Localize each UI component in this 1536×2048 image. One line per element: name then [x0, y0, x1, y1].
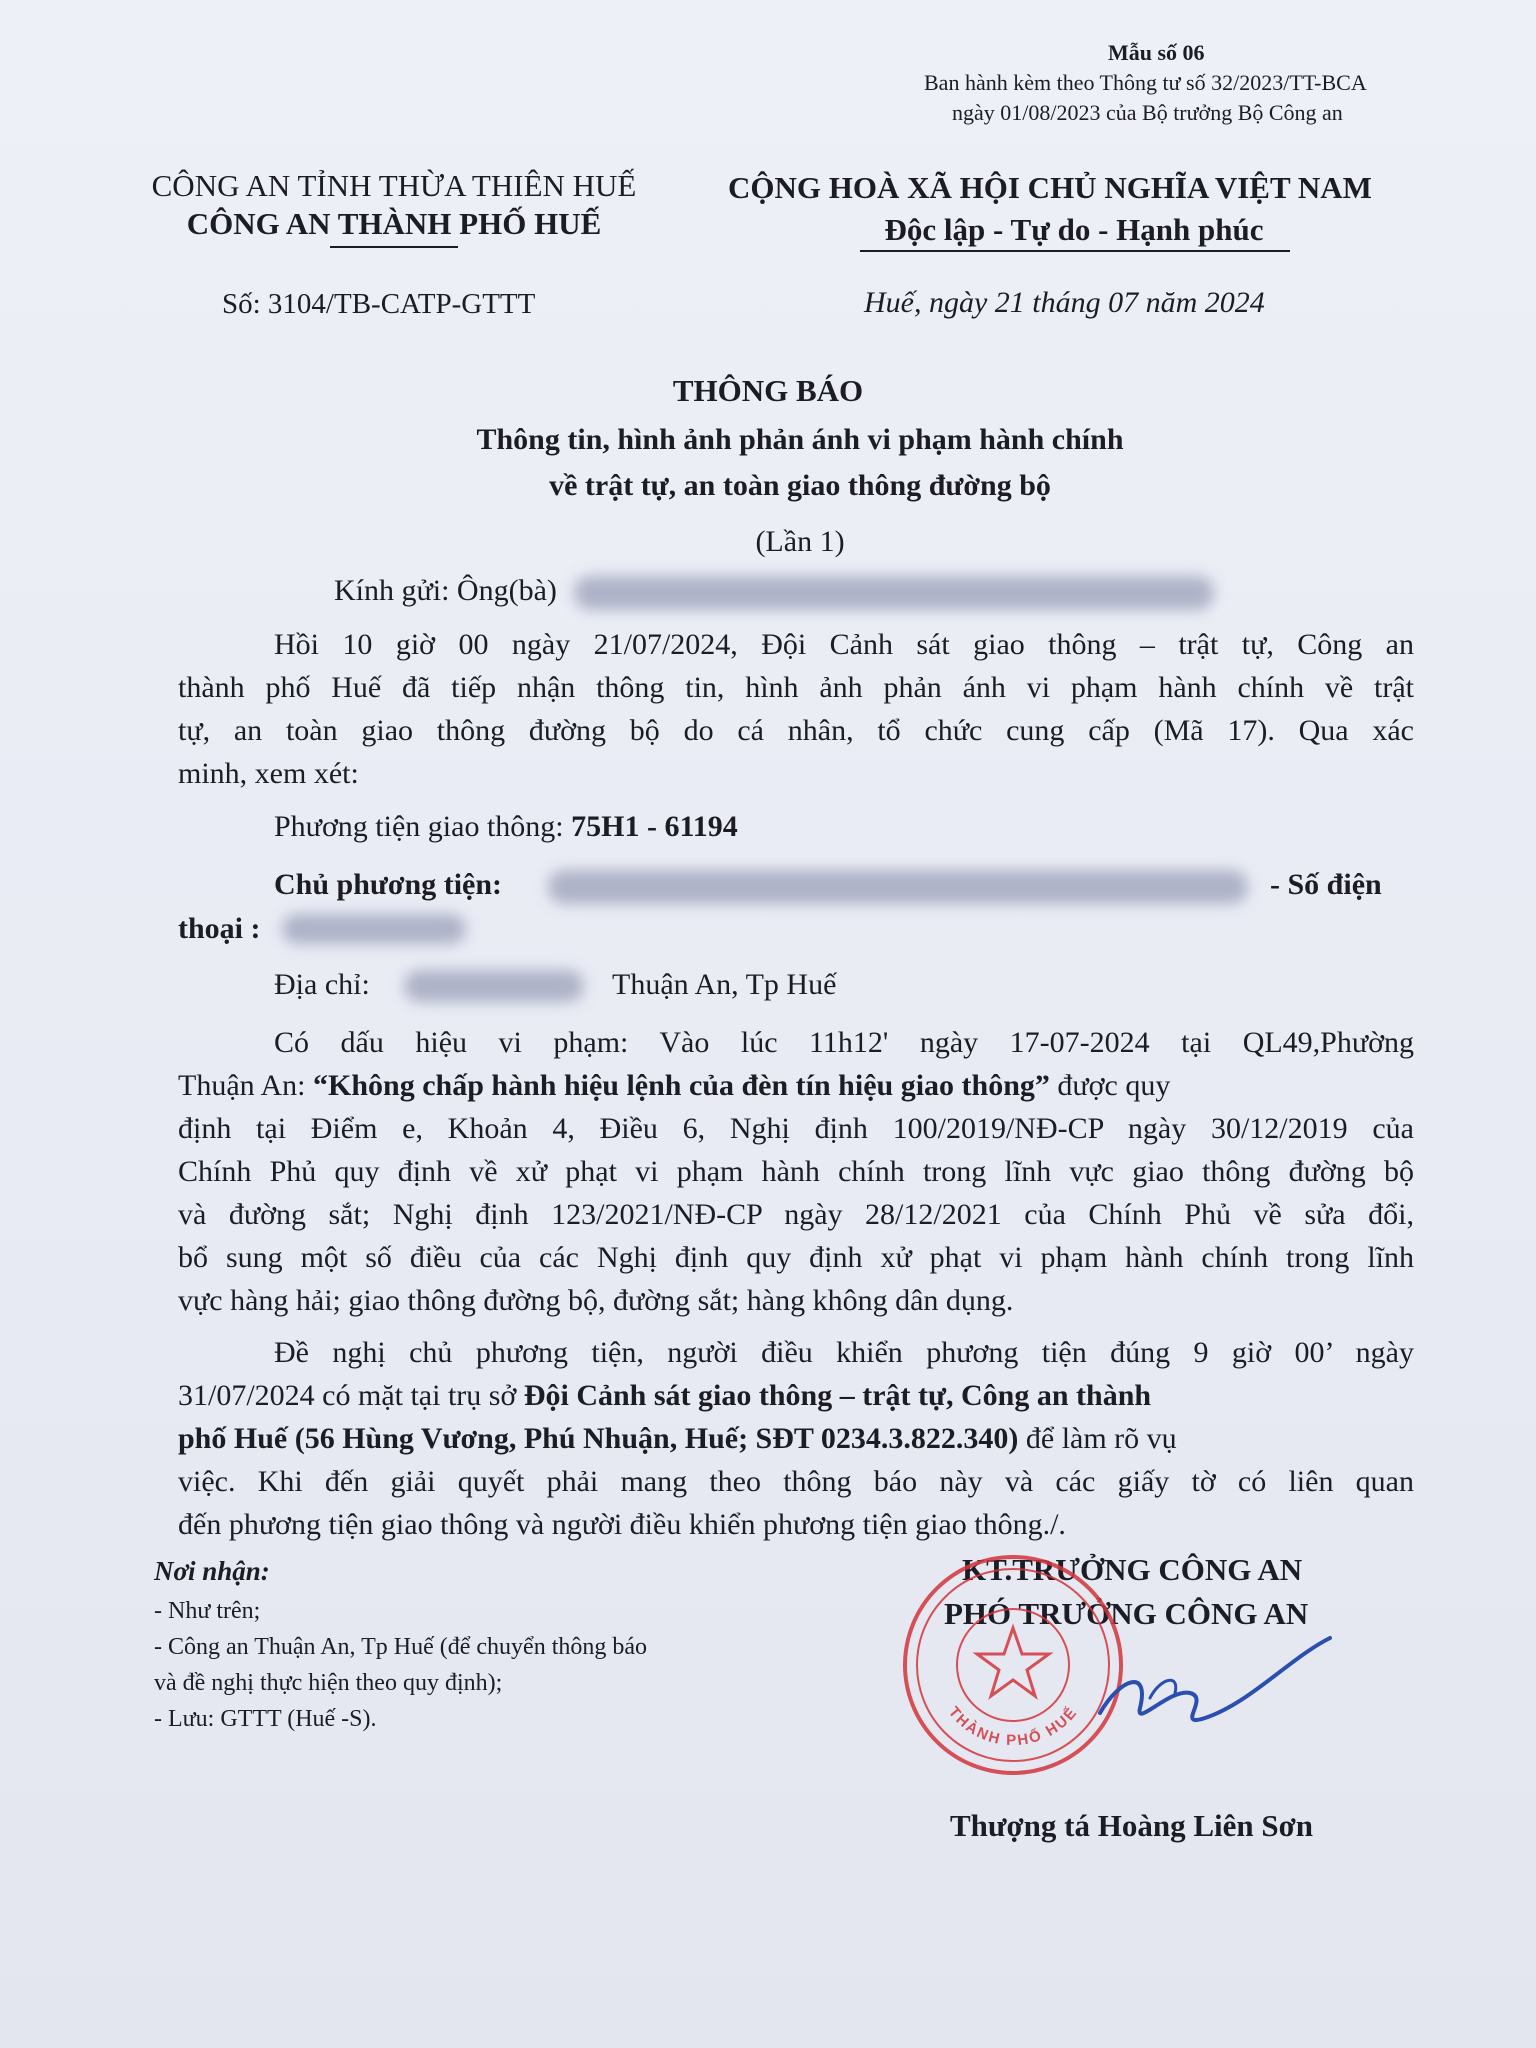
recipient-item: và đề nghị thực hiện theo quy định); [154, 1670, 503, 1696]
violation-place: Thuận An: [178, 1069, 313, 1102]
violation-line-3: định tại Điểm e, Khoản 4, Điều 6, Nghị định 100/2019/NĐ-CP ngày 30/12/2019 của [178, 1112, 1414, 1145]
p1-line-4: minh, xem xét: [178, 757, 359, 790]
violation-line-5: và đường sắt; Nghị định 123/2021/NĐ-CP ngày 28/12/2021 của Chính Phủ về sửa đổi, [178, 1198, 1414, 1231]
form-number: Mẫu số 06 [1108, 40, 1205, 65]
signer-name: Thượng tá Hoàng Liên Sơn [950, 1808, 1314, 1843]
request-office: Đội Cảnh sát giao thông – trật tự, Công an thành [523, 1379, 1152, 1412]
violation-line-6: bổ sung một số điều của các Nghị định quy định xử phạt vi phạm hành chính trong lĩnh [178, 1241, 1414, 1274]
phone-label-a: - Số điện [1270, 868, 1382, 901]
request-line-3 [178, 1422, 1177, 1456]
request-line-1: Đề nghị chủ phương tiện, người điều khiển phương tiện đúng 9 giờ 00’ ngày [274, 1336, 1414, 1369]
signer-role-1: KT.TRƯỞNG CÔNG AN [962, 1552, 1303, 1587]
vehicle-label: Phương tiện giao thông: [274, 810, 572, 843]
document-number: Số: 3104/TB-CATP-GTTT [222, 288, 536, 320]
violation-line-2-tail: được quy [1049, 1069, 1171, 1102]
recipient-item: - Như trên; [154, 1598, 261, 1624]
request-line-3-tail: để làm rõ vụ [1018, 1422, 1177, 1455]
violation-line-4: Chính Phủ quy định về xử phạt vi phạm hành chính trong lĩnh vực giao thông đường bộ [178, 1155, 1414, 1188]
agency-parent: CÔNG AN TỈNH THỪA THIÊN HUẾ [151, 168, 637, 203]
p1-line-2: thành phố Huế đã tiếp nhận thông tin, hình ảnh phản ánh vi phạm hành chính về trật [178, 671, 1414, 704]
salutation [334, 574, 1214, 610]
request-line-4: việc. Khi đến giải quyết phải mang theo thông báo này và các giấy tờ có liên quan [178, 1465, 1414, 1498]
form-issued-with: Ban hành kèm theo Thông tư số 32/2023/TT-BCA [924, 70, 1367, 95]
seal-text: THÀNH PHỐ HUẾ [944, 1703, 1082, 1750]
notice-subtitle-1: Thông tin, hình ảnh phản ánh vi phạm hành chính [476, 423, 1124, 456]
seal-star-icon [977, 1628, 1049, 1696]
owner-label: Chủ phương tiện: [274, 868, 503, 901]
notice-title: THÔNG BÁO [672, 373, 864, 408]
notice-subtitle-2: về trật tự, an toàn giao thông đường bộ [549, 469, 1051, 502]
form-issued-date: ngày 01/08/2023 của Bộ trưởng Bộ Công an [952, 100, 1343, 125]
redacted-recipient-name [574, 576, 1214, 610]
redacted-phone-number [282, 914, 466, 944]
place-date: Huế, ngày 21 tháng 07 năm 2024 [864, 286, 1265, 319]
handwritten-signature [1080, 1618, 1340, 1758]
address-label: Địa chỉ: [274, 968, 370, 1001]
request-address: phố Huế (56 Hùng Vương, Phú Nhuận, Huế; SĐT 0234.3.822.340) [178, 1422, 1019, 1455]
violation-line-2 [178, 1069, 1170, 1103]
recipient-item: - Lưu: GTTT (Huế -S). [154, 1706, 377, 1732]
violation-line-1: Có dấu hiệu vi phạm: Vào lúc 11h12' ngày 17-07-2024 tại QL49,Phường [274, 1026, 1414, 1059]
salutation-label: Kính gửi: Ông(bà) [334, 574, 557, 607]
violation-line-7: vực hàng hải; giao thông đường bộ, đường sắt; hàng không dân dụng. [178, 1284, 1014, 1317]
signer-role-2: PHÓ TRƯỞNG CÔNG AN [944, 1596, 1309, 1631]
vehicle-plate: 75H1 - 61194 [571, 810, 738, 843]
request-line-5: đến phương tiện giao thông và người điều khiển phương tiện giao thông./. [178, 1508, 1066, 1541]
vehicle-row [274, 810, 738, 844]
motto-underline [860, 250, 1290, 252]
notice-round: (Lần 1) [755, 525, 845, 558]
violation-description: “Không chấp hành hiệu lệnh của đèn tín hiệu giao thông” [313, 1069, 1050, 1102]
recipient-item: - Công an Thuận An, Tp Huế (để chuyển thông báo [154, 1634, 648, 1660]
request-date: 31/07/2024 có mặt tại trụ sở [178, 1379, 524, 1412]
request-line-2 [178, 1379, 1151, 1413]
redacted-owner-name [548, 870, 1248, 904]
nation-motto: Độc lập - Tự do - Hạnh phúc [884, 212, 1264, 247]
agency-underline [330, 246, 458, 248]
agency-name: CÔNG AN THÀNH PHỐ HUẾ [186, 206, 602, 241]
p1-line-3: tự, an toàn giao thông đường bộ do cá nhân, tổ chức cung cấp (Mã 17). Qua xác [178, 714, 1414, 747]
p1-line-1: Hồi 10 giờ 00 ngày 21/07/2024, Đội Cảnh sát giao thông – trật tự, Công an [274, 628, 1414, 661]
address-tail: Thuận An, Tp Huế [612, 968, 837, 1001]
recipients-title: Nơi nhận: [154, 1556, 270, 1586]
phone-label-b: thoại : [178, 912, 261, 945]
redacted-address [404, 970, 584, 1002]
nation-title: CỘNG HOÀ XÃ HỘI CHỦ NGHĨA VIỆT NAM [728, 170, 1372, 205]
